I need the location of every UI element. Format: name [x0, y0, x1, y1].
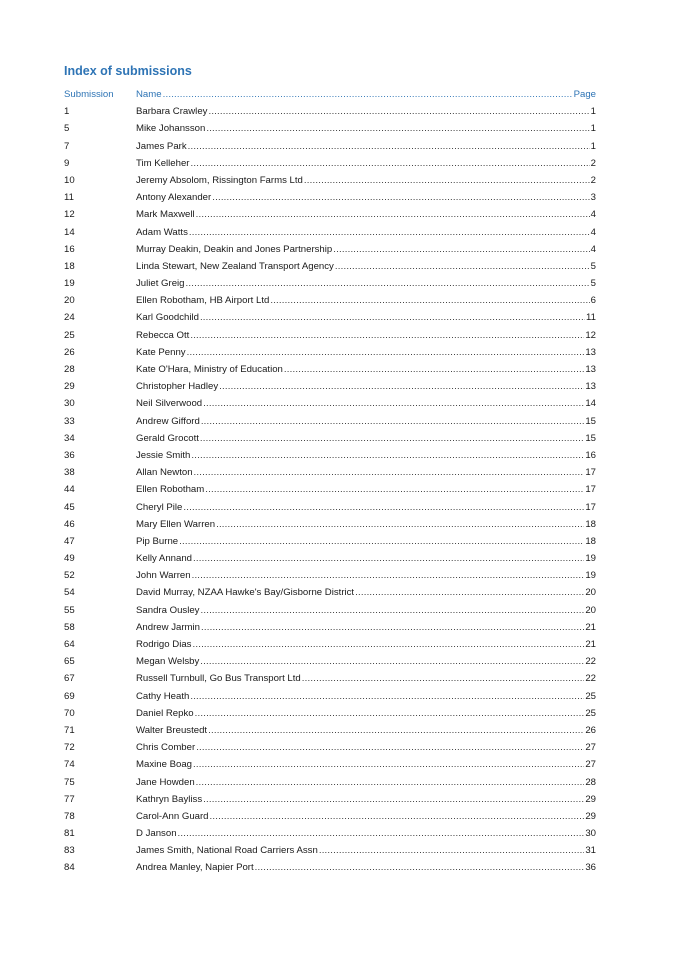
- submitter-name: Tim Kelleher: [136, 157, 190, 169]
- index-entry-row: [64, 241, 596, 258]
- index-entry-row: [64, 705, 596, 722]
- page-number: 27: [585, 742, 596, 754]
- submission-number: 26: [64, 346, 75, 358]
- index-entry-row: [64, 395, 596, 412]
- dot-leader: [284, 361, 584, 378]
- dot-leader: [191, 447, 584, 464]
- index-entry-row: [64, 103, 596, 120]
- submitter-name: Jessie Smith: [136, 449, 191, 461]
- submitter-name: Murray Deakin, Deakin and Jones Partnership: [136, 243, 333, 255]
- page-number: 29: [585, 793, 596, 805]
- page-number: 4: [590, 243, 596, 255]
- submitter-name: Carol-Ann Guard: [136, 810, 209, 822]
- submission-number: 67: [64, 673, 75, 685]
- page-number: 14: [585, 398, 596, 410]
- page-number: 1: [590, 123, 596, 135]
- dot-leader: [270, 292, 589, 309]
- submission-number: 47: [64, 535, 75, 547]
- dot-leader: [200, 430, 584, 447]
- page-number: 28: [585, 776, 596, 788]
- dot-leader: [201, 413, 585, 430]
- dot-leader: [193, 756, 584, 773]
- page-number: 1: [590, 106, 596, 118]
- dot-leader: [196, 206, 590, 223]
- header-page: Page: [573, 89, 596, 100]
- submission-number: 20: [64, 295, 75, 307]
- submitter-name: Maxine Boag: [136, 759, 192, 771]
- submitter-name: Adam Watts: [136, 226, 188, 238]
- submission-number: 55: [64, 604, 75, 616]
- index-entry-row: [64, 516, 596, 533]
- submitter-name: Juliet Greig: [136, 278, 185, 290]
- page-number: 27: [585, 759, 596, 771]
- dot-leader: [196, 774, 585, 791]
- submission-number: 19: [64, 278, 75, 290]
- submission-number: 84: [64, 862, 75, 874]
- submitter-name: Kathryn Bayliss: [136, 793, 203, 805]
- submission-number: 25: [64, 329, 75, 341]
- page-number: 20: [585, 587, 596, 599]
- page-number: 21: [585, 639, 596, 650]
- index-entry-row: [64, 327, 596, 344]
- submitter-name: D Janson: [136, 828, 177, 840]
- submission-number: 24: [64, 312, 75, 324]
- dot-leader: [187, 344, 585, 361]
- submission-number: 78: [64, 810, 75, 822]
- page-number: 11: [586, 312, 596, 324]
- index-entry-row: [64, 378, 596, 395]
- submitter-name: Ellen Robotham, HB Airport Ltd: [136, 295, 270, 307]
- dot-leader: [201, 619, 584, 636]
- submissions-index-table: [64, 86, 596, 877]
- index-entry-row: [64, 447, 596, 464]
- submitter-name: Mike Johansson: [136, 123, 206, 135]
- index-entry-row: [64, 275, 596, 292]
- dot-leader: [216, 516, 584, 533]
- index-entry-row: [64, 430, 596, 447]
- page-number: 4: [590, 209, 596, 221]
- index-entry-row: [64, 636, 596, 653]
- submission-number: 81: [64, 828, 75, 840]
- submission-number: 12: [64, 209, 75, 221]
- dot-leader: [302, 670, 585, 687]
- submission-number: 49: [64, 553, 75, 565]
- dot-leader: [163, 86, 573, 103]
- index-header-row: [64, 86, 596, 103]
- submission-number: 65: [64, 656, 75, 668]
- submitter-name: Walter Breustedt: [136, 724, 208, 736]
- index-entry-row: [64, 602, 596, 619]
- dot-leader: [179, 533, 584, 550]
- submission-number: 11: [64, 192, 74, 204]
- page-number: 36: [585, 862, 596, 874]
- submitter-name: Sandra Ousley: [136, 604, 200, 616]
- dot-leader: [192, 636, 584, 653]
- index-entry-row: [64, 653, 596, 670]
- index-entry-row: [64, 791, 596, 808]
- dot-leader: [186, 275, 590, 292]
- index-entry-row: [64, 120, 596, 137]
- index-entry-row: [64, 688, 596, 705]
- submission-number: 54: [64, 587, 75, 599]
- submitter-name: James Park: [136, 140, 187, 152]
- page-number: 25: [585, 707, 596, 719]
- submission-number: 44: [64, 484, 75, 496]
- dot-leader: [333, 241, 589, 258]
- submission-number: 71: [64, 724, 75, 736]
- submission-number: 45: [64, 501, 75, 513]
- submitter-name: Rebecca Ott: [136, 329, 190, 341]
- dot-leader: [200, 309, 585, 326]
- page-number: 13: [585, 381, 596, 393]
- dot-leader: [192, 567, 585, 584]
- dot-leader: [193, 550, 584, 567]
- submitter-name: Kate Penny: [136, 346, 186, 358]
- submission-number: 72: [64, 742, 75, 754]
- page-number: 19: [585, 570, 596, 582]
- page-number: 17: [585, 501, 596, 513]
- page-number: 29: [585, 810, 596, 822]
- dot-leader: [190, 327, 584, 344]
- dot-leader: [219, 378, 584, 395]
- index-entry-row: [64, 499, 596, 516]
- page-number: 18: [585, 535, 596, 547]
- index-entry-row: [64, 619, 596, 636]
- dot-leader: [210, 808, 585, 825]
- index-entry-row: [64, 825, 596, 842]
- submitter-name: Mary Ellen Warren: [136, 518, 216, 530]
- dot-leader: [200, 602, 584, 619]
- dot-leader: [255, 859, 585, 876]
- index-entry-row: [64, 774, 596, 791]
- submission-number: 34: [64, 432, 75, 444]
- page-number: 31: [585, 845, 596, 857]
- dot-leader: [319, 842, 585, 859]
- submitter-name: Daniel Repko: [136, 707, 194, 719]
- submitter-name: Andrew Jarmin: [136, 621, 200, 633]
- page-number: 5: [590, 260, 596, 272]
- submitter-name: Cheryl Pile: [136, 501, 183, 513]
- index-title: Index of submissions: [64, 64, 192, 78]
- index-entry-row: [64, 361, 596, 378]
- page-number: 1: [590, 140, 596, 152]
- submitter-name: Kate O'Hara, Ministry of Education: [136, 364, 283, 375]
- submission-number: 18: [64, 260, 75, 272]
- index-entry-row: [64, 567, 596, 584]
- index-entry-row: [64, 155, 596, 172]
- index-entry-row: [64, 584, 596, 601]
- dot-leader: [208, 722, 584, 739]
- page-number: 18: [585, 518, 596, 530]
- dot-leader: [355, 584, 584, 601]
- index-entry-row: [64, 189, 596, 206]
- submitter-name: Antony Alexander: [136, 192, 212, 204]
- submission-number: 58: [64, 621, 75, 633]
- page-number: 2: [590, 157, 596, 169]
- index-entry-row: [64, 258, 596, 275]
- page-number: 4: [590, 226, 596, 238]
- dot-leader: [203, 395, 584, 412]
- index-rows: [64, 103, 596, 876]
- submitter-name: Andrew Gifford: [136, 415, 200, 427]
- submission-number: 30: [64, 398, 75, 410]
- page-number: 22: [585, 656, 596, 668]
- header-name: Name: [136, 89, 162, 100]
- page-number: 3: [590, 192, 596, 204]
- submission-number: 10: [64, 174, 75, 186]
- index-entry-row: [64, 756, 596, 773]
- index-entry-row: [64, 172, 596, 189]
- index-entry-row: [64, 859, 596, 876]
- submission-number: 77: [64, 793, 75, 805]
- submitter-name: James Smith, National Road Carriers Assn: [136, 845, 318, 857]
- submission-number: 33: [64, 415, 75, 427]
- index-entry-row: [64, 842, 596, 859]
- index-entry-row: [64, 670, 596, 687]
- submitter-name: Cathy Heath: [136, 690, 190, 702]
- page-number: 17: [585, 467, 596, 479]
- submitter-name: Russell Turnbull, Go Bus Transport Ltd: [136, 673, 301, 685]
- index-entry-row: [64, 464, 596, 481]
- submitter-name: Chris Comber: [136, 742, 196, 754]
- submission-number: 7: [64, 140, 70, 152]
- submitter-name: Pip Burne: [136, 535, 179, 547]
- index-entry-row: [64, 739, 596, 756]
- submission-number: 75: [64, 776, 75, 788]
- dot-leader: [212, 189, 589, 206]
- index-entry-row: [64, 344, 596, 361]
- submission-number: 64: [64, 639, 75, 650]
- page-number: 5: [590, 278, 596, 290]
- page-number: 17: [585, 484, 596, 496]
- submission-number: 29: [64, 381, 75, 393]
- submission-number: 9: [64, 157, 70, 169]
- submission-number: 70: [64, 707, 75, 719]
- header-submission: Submission: [64, 89, 114, 100]
- submitter-name: Barbara Crawley: [136, 106, 208, 118]
- dot-leader: [190, 688, 584, 705]
- page-number: 21: [585, 621, 596, 633]
- submitter-name: Ellen Robotham: [136, 484, 205, 496]
- submitter-name: Linda Stewart, New Zealand Transport Agency: [136, 260, 334, 272]
- dot-leader: [205, 481, 584, 498]
- submission-number: 5: [64, 123, 70, 135]
- submitter-name: David Murray, NZAA Hawke's Bay/Gisborne District: [136, 587, 355, 599]
- page-number: 15: [585, 415, 596, 427]
- index-entry-row: [64, 550, 596, 567]
- page-number: 26: [585, 724, 596, 736]
- submission-number: 74: [64, 759, 75, 771]
- dot-leader: [194, 464, 585, 481]
- submission-number: 38: [64, 467, 75, 479]
- submitter-name: Karl Goodchild: [136, 312, 199, 324]
- page-number: 13: [585, 346, 596, 358]
- dot-leader: [200, 653, 584, 670]
- dot-leader: [196, 739, 584, 756]
- index-entry-row: [64, 533, 596, 550]
- submitter-name: Jeremy Absolom, Rissington Farms Ltd: [136, 174, 303, 186]
- submitter-name: Andrea Manley, Napier Port: [136, 862, 254, 874]
- page-number: 20: [585, 604, 596, 616]
- submitter-name: Neil Silverwood: [136, 398, 203, 410]
- submission-number: 36: [64, 449, 75, 461]
- submitter-name: Rodrigo Dias: [136, 639, 192, 650]
- index-entry-row: [64, 808, 596, 825]
- submitter-name: John Warren: [136, 570, 191, 582]
- page-number: 2: [590, 174, 596, 186]
- index-entry-row: [64, 138, 596, 155]
- dot-leader: [191, 155, 590, 172]
- submitter-name: Allan Newton: [136, 467, 193, 479]
- page-number: 30: [585, 828, 596, 840]
- dot-leader: [188, 138, 590, 155]
- submission-number: 69: [64, 690, 75, 702]
- submitter-name: Kelly Annand: [136, 553, 193, 565]
- index-entry-row: [64, 206, 596, 223]
- index-entry-row: [64, 292, 596, 309]
- submission-number: 14: [64, 226, 75, 238]
- page-number: 22: [585, 673, 596, 685]
- dot-leader: [178, 825, 585, 842]
- page-number: 25: [585, 690, 596, 702]
- dot-leader: [304, 172, 590, 189]
- submission-number: 52: [64, 570, 75, 582]
- submitter-name: Gerald Grocott: [136, 432, 199, 444]
- page-number: 13: [585, 364, 596, 375]
- submission-number: 28: [64, 364, 75, 375]
- index-entry-row: [64, 309, 596, 326]
- dot-leader: [206, 120, 589, 137]
- page-number: 12: [585, 329, 596, 341]
- page-number: 6: [590, 295, 596, 307]
- page-number: 15: [585, 432, 596, 444]
- submitter-name: Mark Maxwell: [136, 209, 195, 221]
- index-entry-row: [64, 481, 596, 498]
- dot-leader: [189, 224, 590, 241]
- submission-number: 83: [64, 845, 75, 857]
- submission-number: 46: [64, 518, 75, 530]
- submitter-name: Christopher Hadley: [136, 381, 219, 393]
- submitter-name: Megan Welsby: [136, 656, 200, 668]
- page-number: 16: [585, 449, 596, 461]
- index-entry-row: [64, 722, 596, 739]
- page-number: 19: [585, 553, 596, 565]
- index-entry-row: [64, 413, 596, 430]
- submitter-name: Jane Howden: [136, 776, 195, 788]
- dot-leader: [335, 258, 590, 275]
- dot-leader: [183, 499, 584, 516]
- index-entry-row: [64, 224, 596, 241]
- submission-number: 16: [64, 243, 75, 255]
- dot-leader: [203, 791, 584, 808]
- dot-leader: [195, 705, 585, 722]
- dot-leader: [208, 103, 589, 120]
- submission-number: 1: [64, 106, 70, 118]
